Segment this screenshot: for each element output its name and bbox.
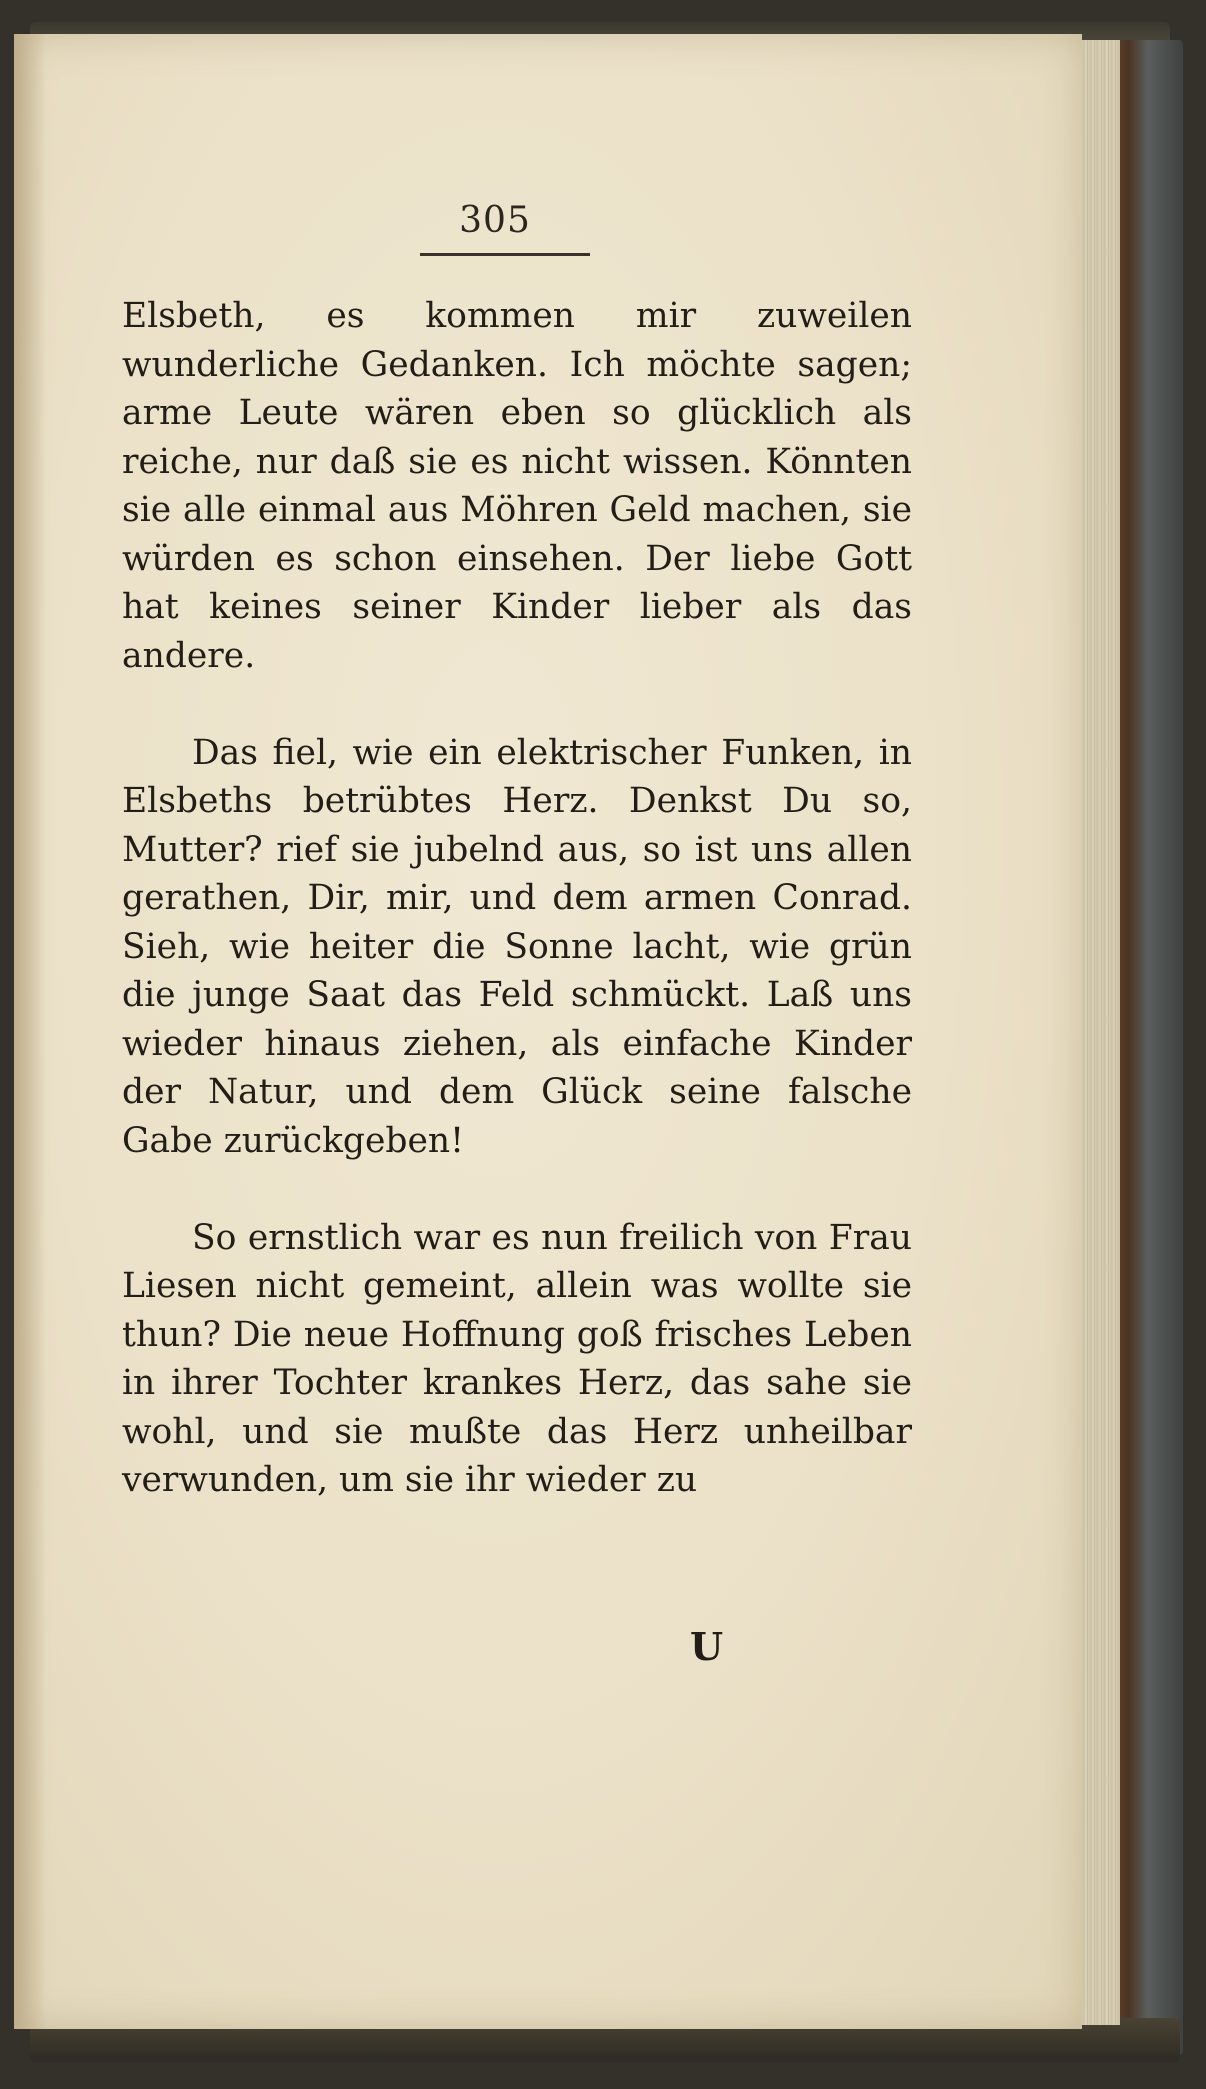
paragraph-1: Elsbeth, es kommen mir zuweilen wunderliche Gedanken. Ich möchte sagen; arme Leute wären eben so glücklich als reiche, nur daß sie es nicht wissen. Könnten sie alle einmal aus Möhren Geld machen, sie würden es schon einsehen. Der liebe Gott hat keines seiner Kinder lieber als das andere. [122,296,912,676]
page-number: 305 [459,200,531,241]
paragraph-3: So ernstlich war es nun freilich von Frau Liesen nicht gemeint, allein was wollte sie thun? Die neue Hoffnung goß frisches Leben in ihrer Tochter krankes Herz, das sahe sie wohl, und sie mußte das Herz unheilbar verwunden, um sie ihr wieder zu [122,1217,912,1500]
signature-mark: U [690,1624,724,1669]
header-rule [420,253,590,256]
page-body-text [122,292,912,1553]
paragraph-2: Das fiel, wie ein elektrischer Funken, in Elsbeths betrübtes Herz. Denkst Du so, Mutter? rief sie jubelnd aus, so ist uns allen gerathen, Dir, mir, und dem armen Conrad. Sieh, wie heiter die Sonne lacht, wie grün die junge Saat das Feld schmückt. Laß uns wieder hinaus ziehen, als einfache Kinder der Natur, und dem Glück seine falsche Gabe zurückgeben! [122,732,912,1161]
page-gutter-shadow [14,34,46,2029]
